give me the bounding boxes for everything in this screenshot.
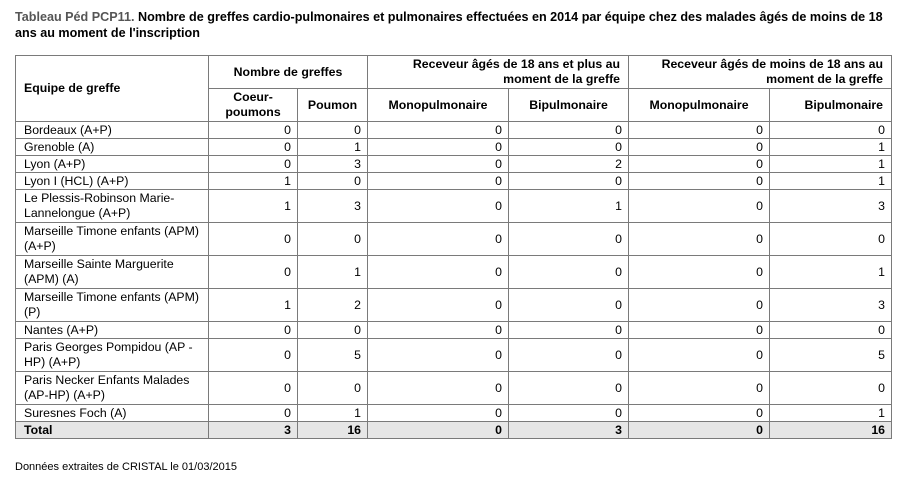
- cell-bi-moins-18: 3: [770, 190, 892, 223]
- cell-coeur-poumons: 0: [209, 223, 298, 256]
- cell-bi-18-plus: 0: [509, 372, 629, 405]
- cell-mono-18-plus: 0: [368, 322, 509, 339]
- team-name: Lyon (A+P): [16, 156, 209, 173]
- total-bi-moins-18: 16: [770, 422, 892, 439]
- cell-mono-18-plus: 0: [368, 339, 509, 372]
- cell-bi-18-plus: 0: [509, 322, 629, 339]
- cell-bi-moins-18: 0: [770, 322, 892, 339]
- cell-bi-moins-18: 1: [770, 139, 892, 156]
- cell-mono-18-plus: 0: [368, 256, 509, 289]
- cell-coeur-poumons: 0: [209, 339, 298, 372]
- cell-mono-moins-18: 0: [629, 256, 770, 289]
- table-row: [16, 139, 892, 156]
- table-row: [16, 405, 892, 422]
- cell-mono-moins-18: 0: [629, 122, 770, 139]
- total-label: Total: [16, 422, 209, 439]
- header-coeur-poumons: Coeur-poumons: [209, 89, 298, 122]
- table-row: [16, 122, 892, 139]
- cell-mono-moins-18: 0: [629, 339, 770, 372]
- cell-coeur-poumons: 1: [209, 289, 298, 322]
- team-name: Marseille Timone enfants (APM) (A+P): [16, 223, 209, 256]
- cell-mono-18-plus: 0: [368, 405, 509, 422]
- cell-coeur-poumons: 0: [209, 372, 298, 405]
- total-row: [16, 422, 892, 439]
- header-receveur-18-plus: Receveur âgés de 18 ans et plus au moment de la greffe: [368, 56, 629, 89]
- cell-poumon: 0: [298, 173, 368, 190]
- cell-coeur-poumons: 0: [209, 139, 298, 156]
- total-bi-18-plus: 3: [509, 422, 629, 439]
- cell-poumon: 2: [298, 289, 368, 322]
- cell-bi-18-plus: 0: [509, 405, 629, 422]
- cell-poumon: 5: [298, 339, 368, 372]
- cell-bi-18-plus: 0: [509, 173, 629, 190]
- cell-poumon: 0: [298, 372, 368, 405]
- cell-poumon: 3: [298, 190, 368, 223]
- cell-poumon: 1: [298, 139, 368, 156]
- cell-mono-moins-18: 0: [629, 372, 770, 405]
- team-name: Grenoble (A): [16, 139, 209, 156]
- cell-bi-moins-18: 1: [770, 405, 892, 422]
- cell-bi-18-plus: 0: [509, 139, 629, 156]
- cell-mono-18-plus: 0: [368, 156, 509, 173]
- greffes-table: [15, 55, 892, 439]
- cell-bi-18-plus: 2: [509, 156, 629, 173]
- cell-mono-18-plus: 0: [368, 190, 509, 223]
- team-name: Paris Georges Pompidou (AP -HP) (A+P): [16, 339, 209, 372]
- cell-coeur-poumons: 0: [209, 256, 298, 289]
- header-receveur-moins-18: Receveur âgés de moins de 18 ans au moment de la greffe: [629, 56, 892, 89]
- cell-mono-moins-18: 0: [629, 156, 770, 173]
- cell-mono-moins-18: 0: [629, 405, 770, 422]
- table-label: Tableau Péd PCP11.: [15, 10, 135, 24]
- cell-bi-18-plus: 0: [509, 289, 629, 322]
- cell-poumon: 3: [298, 156, 368, 173]
- total-poumon: 16: [298, 422, 368, 439]
- cell-bi-moins-18: 0: [770, 223, 892, 256]
- cell-bi-moins-18: 1: [770, 256, 892, 289]
- cell-coeur-poumons: 1: [209, 190, 298, 223]
- cell-mono-18-plus: 0: [368, 173, 509, 190]
- cell-mono-moins-18: 0: [629, 223, 770, 256]
- cell-coeur-poumons: 0: [209, 322, 298, 339]
- header-nombre-greffes: Nombre de greffes: [209, 56, 368, 89]
- table-caption: Nombre de greffes cardio-pulmonaires et pulmonaires effectuées en 2014 par équipe chez des malades âgés de moins de 18 ans au moment de l'inscription: [15, 10, 883, 40]
- cell-mono-moins-18: 0: [629, 190, 770, 223]
- cell-poumon: 0: [298, 122, 368, 139]
- cell-bi-moins-18: 0: [770, 122, 892, 139]
- table-row: [16, 322, 892, 339]
- table-row: [16, 289, 892, 322]
- team-name: Nantes (A+P): [16, 322, 209, 339]
- team-name: Paris Necker Enfants Malades (AP-HP) (A+P): [16, 372, 209, 405]
- header-bipulmonaire-moins-18: Bipulmonaire: [770, 89, 892, 122]
- cell-bi-moins-18: 1: [770, 156, 892, 173]
- team-name: Le Plessis-Robinson Marie-Lannelongue (A+P): [16, 190, 209, 223]
- cell-coeur-poumons: 1: [209, 173, 298, 190]
- table-row: [16, 156, 892, 173]
- team-name: Marseille Timone enfants (APM) (P): [16, 289, 209, 322]
- cell-mono-moins-18: 0: [629, 139, 770, 156]
- header-bipulmonaire-18-plus: Bipulmonaire: [509, 89, 629, 122]
- cell-bi-18-plus: 0: [509, 223, 629, 256]
- table-row: [16, 223, 892, 256]
- cell-mono-18-plus: 0: [368, 139, 509, 156]
- cell-mono-18-plus: 0: [368, 122, 509, 139]
- cell-bi-18-plus: 1: [509, 190, 629, 223]
- team-name: Lyon I (HCL) (A+P): [16, 173, 209, 190]
- cell-bi-18-plus: 0: [509, 256, 629, 289]
- header-monopulmonaire-18-plus: Monopulmonaire: [368, 89, 509, 122]
- header-team: Equipe de greffe: [16, 56, 209, 122]
- table-row: [16, 372, 892, 405]
- cell-mono-moins-18: 0: [629, 289, 770, 322]
- cell-bi-moins-18: 5: [770, 339, 892, 372]
- total-coeur-poumons: 3: [209, 422, 298, 439]
- cell-bi-moins-18: 3: [770, 289, 892, 322]
- source-footnote: Données extraites de CRISTAL le 01/03/2015: [15, 461, 237, 473]
- team-name: Bordeaux (A+P): [16, 122, 209, 139]
- cell-mono-moins-18: 0: [629, 322, 770, 339]
- cell-mono-18-plus: 0: [368, 372, 509, 405]
- team-name: Marseille Sainte Marguerite (APM) (A): [16, 256, 209, 289]
- team-name: Suresnes Foch (A): [16, 405, 209, 422]
- cell-poumon: 1: [298, 256, 368, 289]
- cell-bi-18-plus: 0: [509, 339, 629, 372]
- cell-coeur-poumons: 0: [209, 122, 298, 139]
- table-row: [16, 256, 892, 289]
- cell-poumon: 1: [298, 405, 368, 422]
- table-row: [16, 173, 892, 190]
- total-mono-moins-18: 0: [629, 422, 770, 439]
- cell-mono-moins-18: 0: [629, 173, 770, 190]
- table-row: [16, 190, 892, 223]
- cell-coeur-poumons: 0: [209, 156, 298, 173]
- cell-bi-18-plus: 0: [509, 122, 629, 139]
- cell-coeur-poumons: 0: [209, 405, 298, 422]
- cell-bi-moins-18: 1: [770, 173, 892, 190]
- table-title: [15, 9, 895, 41]
- cell-bi-moins-18: 0: [770, 372, 892, 405]
- cell-mono-18-plus: 0: [368, 289, 509, 322]
- table-row: [16, 339, 892, 372]
- header-poumon: Poumon: [298, 89, 368, 122]
- total-mono-18-plus: 0: [368, 422, 509, 439]
- header-monopulmonaire-moins-18: Monopulmonaire: [629, 89, 770, 122]
- cell-poumon: 0: [298, 223, 368, 256]
- cell-mono-18-plus: 0: [368, 223, 509, 256]
- cell-poumon: 0: [298, 322, 368, 339]
